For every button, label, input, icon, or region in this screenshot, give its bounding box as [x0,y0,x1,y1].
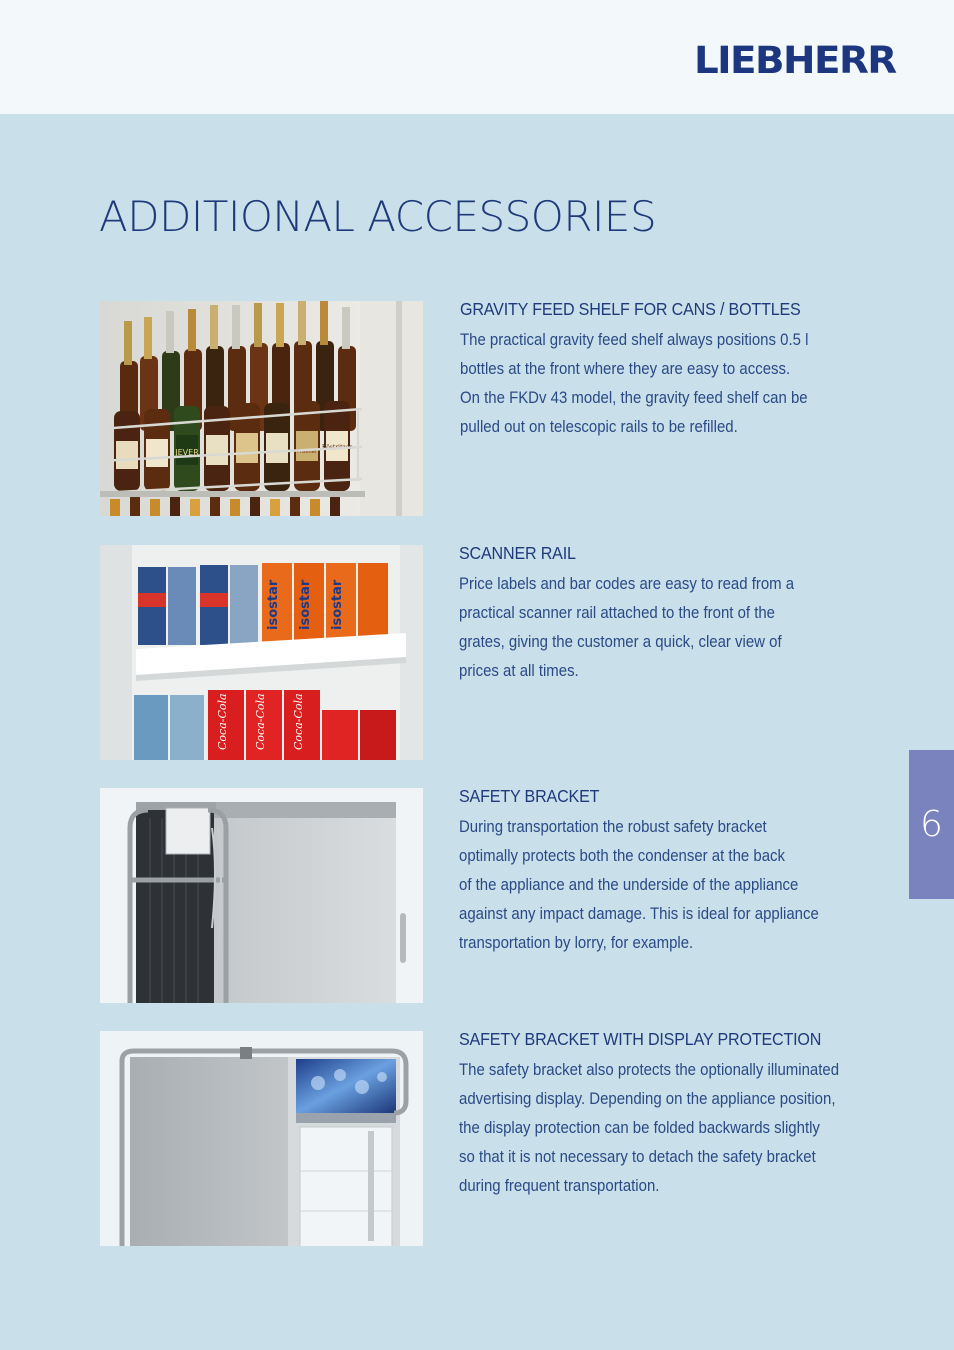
safety-bracket-display-photo [100,1031,423,1246]
photo-label: Coca-Cola [254,693,267,750]
photo-label: isostar [266,579,281,630]
section-heading: GRAVITY FEED SHELF FOR CANS / BOTTLES [460,299,801,319]
section-body: The safety bracket also protects the optionally illuminated advertising display. Depending on the appliance position, the display protection can be folded backwards slightly so that it is not necessary to detach the safety bracket during frequent transportation. [459,1060,840,1195]
section-body: Price labels and bar codes are easy to read from a practical scanner rail attached to the front of the grates, giving the customer a quick, clear view of prices at all times. [459,574,795,680]
gravity-feed-shelf-photo [100,301,423,516]
section-text [459,545,849,685]
photo-label: Coca-Cola [216,693,229,750]
chapter-tab [909,750,954,899]
photo-label: isostar [330,579,345,630]
section-body: The practical gravity feed shelf always positions 0.5 l bottles at the front where they are easy to access. On the FKDv 43 model, the gravity feed shelf can be pulled out on telescopic rails to be refilled. [460,330,809,436]
section-text [459,788,849,957]
page-header [0,0,954,114]
section-heading: SCANNER RAIL [459,543,576,563]
photo-label: JEVER [175,448,199,457]
photo-label: Pilsener [297,449,317,455]
scanner-rail-photo [100,545,423,760]
section-body: During transportation the robust safety bracket optimally protects both the condenser at the back of the appliance and the underside of the appliance against any impact damage. This is ideal for appliance transportation by lorry, for example. [459,817,819,952]
liebherr-logo: LIEBHERR [694,39,896,82]
photo-label: Köstritzer [321,444,353,451]
section-heading: SAFETY BRACKET [459,786,600,806]
photo-label: isostar [298,579,313,630]
section-text [460,301,850,441]
safety-bracket-photo [100,788,423,1003]
photo-label: Coca-Cola [292,693,305,750]
page-title: ADDITIONAL ACCESSORIES [99,192,657,241]
chapter-number: 6 [920,804,943,845]
section-text [459,1031,849,1200]
section-heading: SAFETY BRACKET WITH DISPLAY PROTECTION [459,1029,822,1049]
